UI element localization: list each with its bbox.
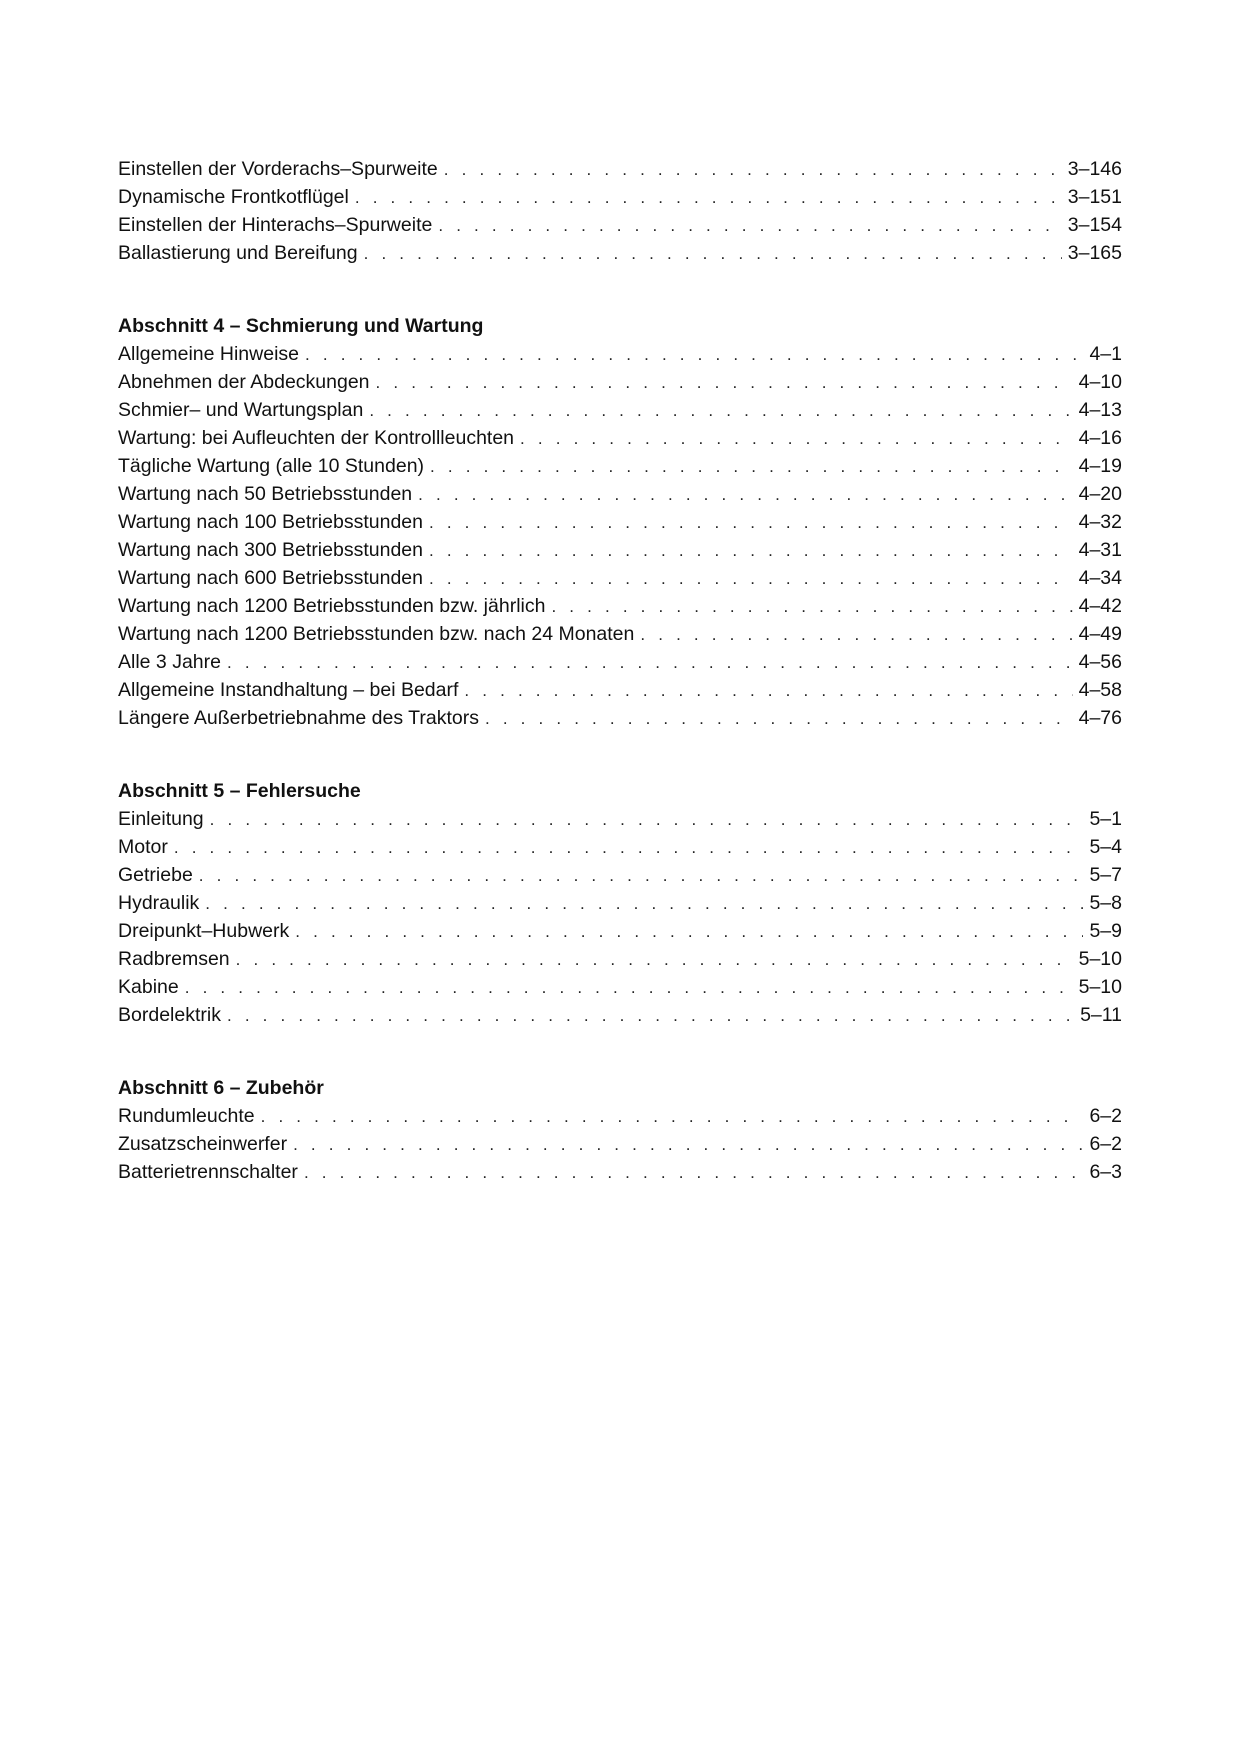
toc-entry-title: Kabine (118, 976, 179, 998)
toc-entry-title: Radbremsen (118, 948, 230, 970)
toc-entry-page: 4–19 (1078, 455, 1122, 477)
toc-entry-title: Wartung nach 100 Betriebsstunden (118, 511, 423, 533)
toc-entry-list (118, 1102, 1122, 1186)
toc-entry-title: Getriebe (118, 864, 193, 886)
section-heading: Abschnitt 6 – Zubehör (118, 1077, 324, 1099)
dot-leader (520, 425, 1073, 453)
toc-entry-page: 6–3 (1089, 1161, 1122, 1183)
toc-entry[interactable] (118, 480, 1122, 508)
toc-entry-title: Einstellen der Hinterachs–Spurweite (118, 214, 433, 236)
dot-leader (355, 184, 1062, 212)
toc-entry[interactable] (118, 973, 1122, 1001)
dot-leader (376, 369, 1073, 397)
toc-entry[interactable] (118, 704, 1122, 732)
toc-entry-title: Längere Außerbetriebnahme des Traktors (118, 707, 479, 729)
dot-leader (438, 212, 1061, 240)
toc-entry-title: Wartung nach 300 Betriebsstunden (118, 539, 423, 561)
toc-entry-page: 5–7 (1089, 864, 1122, 886)
dot-leader (205, 890, 1083, 918)
dot-leader (185, 974, 1073, 1002)
toc-entry-page: 4–20 (1078, 483, 1122, 505)
toc-entry-page: 4–42 (1078, 595, 1122, 617)
toc-entry-page: 5–9 (1089, 920, 1122, 942)
toc-entry[interactable] (118, 155, 1122, 183)
section-heading: Abschnitt 4 – Schmierung und Wartung (118, 315, 484, 337)
toc-entry[interactable] (118, 564, 1122, 592)
toc-entry-page: 4–49 (1078, 623, 1122, 645)
toc-entry-title: Dreipunkt–Hubwerk (118, 920, 290, 942)
toc-entry-page: 6–2 (1089, 1105, 1122, 1127)
toc-entry-title: Rundumleuchte (118, 1105, 255, 1127)
dot-leader (227, 649, 1073, 677)
toc-entry-page: 4–34 (1078, 567, 1122, 589)
dot-leader (304, 1159, 1084, 1187)
dot-leader (485, 705, 1073, 733)
toc-entry[interactable] (118, 861, 1122, 889)
dot-leader (429, 509, 1073, 537)
toc-entry[interactable] (118, 1158, 1122, 1186)
toc-entry-page: 3–165 (1067, 242, 1122, 264)
toc-entry[interactable] (118, 1130, 1122, 1158)
toc-entry[interactable] (118, 945, 1122, 973)
toc-entry-page: 4–16 (1078, 427, 1122, 449)
toc-entry-title: Batterietrennschalter (118, 1161, 298, 1183)
toc-entry[interactable] (118, 805, 1122, 833)
toc-entry-title: Allgemeine Hinweise (118, 343, 300, 365)
toc-entry-page: 4–31 (1078, 539, 1122, 561)
toc-entry-title: Allgemeine Instandhaltung – bei Bedarf (118, 679, 459, 701)
toc-section-5 (118, 777, 1122, 1029)
dot-leader (261, 1103, 1084, 1131)
toc-entry-title: Motor (118, 836, 168, 858)
toc-entry-page: 4–56 (1078, 651, 1122, 673)
toc-entry-title: Bordelektrik (118, 1004, 221, 1026)
dot-leader (305, 341, 1083, 369)
toc-section-4 (118, 312, 1122, 732)
toc-entry[interactable] (118, 676, 1122, 704)
toc-entry[interactable] (118, 592, 1122, 620)
toc-entry-title: Ballastierung und Bereifung (118, 242, 358, 264)
dot-leader (236, 946, 1073, 974)
toc-entry-page: 4–1 (1089, 343, 1122, 365)
toc-section-6 (118, 1074, 1122, 1186)
toc-entry-title: Alle 3 Jahre (118, 651, 221, 673)
toc-entry[interactable] (118, 833, 1122, 861)
toc-entry-page: 3–154 (1067, 214, 1122, 236)
toc-entry-title: Hydraulik (118, 892, 200, 914)
toc-entry[interactable] (118, 211, 1122, 239)
toc-entry[interactable] (118, 396, 1122, 424)
dot-leader (430, 453, 1073, 481)
toc-entry-list (118, 155, 1122, 267)
toc-entry[interactable] (118, 1001, 1122, 1029)
toc-entry[interactable] (118, 183, 1122, 211)
toc-entry-title: Wartung nach 600 Betriebsstunden (118, 567, 423, 589)
toc-entry-title: Zusatzscheinwerfer (118, 1133, 288, 1155)
toc-entry-page: 5–1 (1089, 808, 1122, 830)
toc-entry-list (118, 805, 1122, 1029)
toc-entry-page: 4–10 (1078, 371, 1122, 393)
toc-entry-page: 4–13 (1078, 399, 1122, 421)
toc-entry-page: 4–58 (1078, 679, 1122, 701)
toc-entry-title: Einstellen der Vorderachs–Spurweite (118, 158, 438, 180)
dot-leader (227, 1002, 1074, 1030)
dot-leader (364, 240, 1062, 268)
toc-entry-list (118, 340, 1122, 732)
toc-entry[interactable] (118, 889, 1122, 917)
toc-entry-page: 5–10 (1078, 976, 1122, 998)
dot-leader (199, 862, 1084, 890)
toc-entry[interactable] (118, 508, 1122, 536)
toc-entry[interactable] (118, 620, 1122, 648)
toc-entry-page: 5–8 (1089, 892, 1122, 914)
dot-leader (174, 834, 1084, 862)
toc-entry[interactable] (118, 917, 1122, 945)
toc-entry-title: Schmier– und Wartungsplan (118, 399, 364, 421)
toc-entry-page: 4–32 (1078, 511, 1122, 533)
toc-entry[interactable] (118, 239, 1122, 267)
toc-entry-title: Einleitung (118, 808, 204, 830)
dot-leader (464, 677, 1072, 705)
toc-entry-page: 4–76 (1078, 707, 1122, 729)
toc-entry[interactable] (118, 452, 1122, 480)
dot-leader (429, 565, 1073, 593)
dot-leader (210, 806, 1084, 834)
toc-entry-page: 3–146 (1067, 158, 1122, 180)
table-of-contents (118, 155, 1122, 1186)
toc-section-continuation (118, 155, 1122, 267)
toc-entry-page: 6–2 (1089, 1133, 1122, 1155)
dot-leader (418, 481, 1072, 509)
toc-entry-page: 5–11 (1080, 1004, 1122, 1026)
dot-leader (429, 537, 1073, 565)
toc-entry-title: Wartung nach 1200 Betriebsstunden bzw. jährlich (118, 595, 546, 617)
toc-entry-page: 5–4 (1089, 836, 1122, 858)
toc-entry-page: 3–151 (1067, 186, 1122, 208)
toc-entry-title: Wartung nach 1200 Betriebsstunden bzw. nach 24 Monaten (118, 623, 635, 645)
toc-entry-page: 5–10 (1078, 948, 1122, 970)
toc-entry-title: Wartung nach 50 Betriebsstunden (118, 483, 413, 505)
toc-entry-title: Abnehmen der Abdeckungen (118, 371, 370, 393)
dot-leader (293, 1131, 1083, 1159)
dot-leader (551, 593, 1072, 621)
toc-entry[interactable] (118, 648, 1122, 676)
dot-leader (369, 397, 1072, 425)
dot-leader (295, 918, 1083, 946)
section-heading: Abschnitt 5 – Fehlersuche (118, 780, 361, 802)
toc-entry[interactable] (118, 536, 1122, 564)
toc-entry[interactable] (118, 1102, 1122, 1130)
toc-entry[interactable] (118, 368, 1122, 396)
toc-entry-title: Dynamische Frontkotflügel (118, 186, 349, 208)
dot-leader (444, 156, 1062, 184)
toc-entry-title: Wartung: bei Aufleuchten der Kontrollleuchten (118, 427, 515, 449)
toc-entry[interactable] (118, 424, 1122, 452)
dot-leader (640, 621, 1072, 649)
toc-entry[interactable] (118, 340, 1122, 368)
toc-entry-title: Tägliche Wartung (alle 10 Stunden) (118, 455, 425, 477)
